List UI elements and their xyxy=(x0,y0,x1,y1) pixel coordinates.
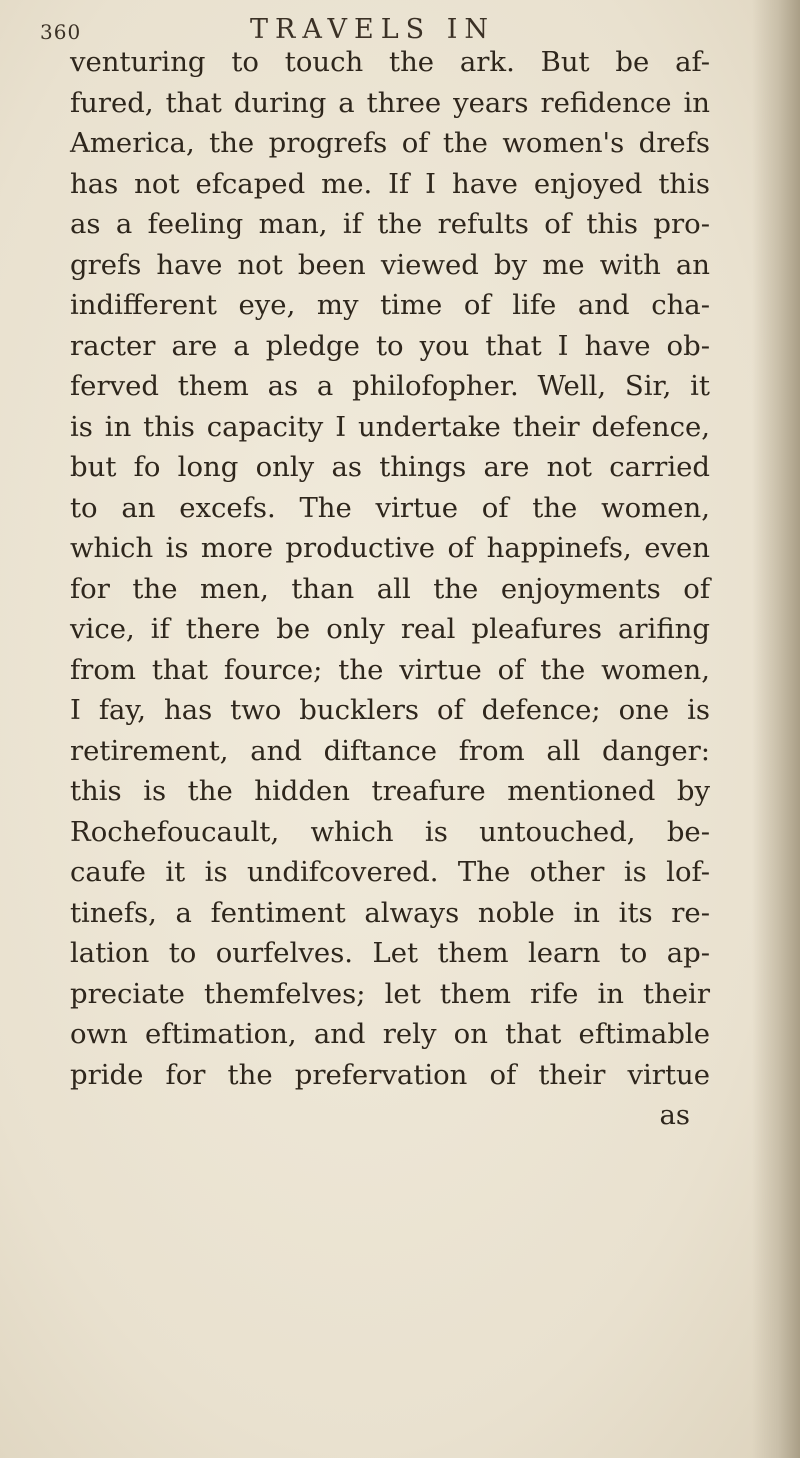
text-line: vice, if there be only real pleafures arifing xyxy=(70,613,710,645)
text-line: has not efcaped me. If I have enjoyed this xyxy=(70,167,710,200)
text-line: racter are a pledge to you that I have ob- xyxy=(70,329,710,362)
text-line: Rochefoucault, which is untouched, be- xyxy=(70,815,710,848)
text-line: fured, that during a three years refidence in xyxy=(70,86,710,119)
text-line: as a feeling man, if the refults of this pro- xyxy=(70,208,710,240)
text-line: pride for the prefervation of their virtue xyxy=(70,1058,710,1091)
text-line: retirement, and diftance from all danger: xyxy=(70,734,710,767)
body-text xyxy=(70,42,710,1136)
page-number: 360 xyxy=(40,20,82,44)
running-head: TRAVELS IN xyxy=(250,14,495,45)
text-line: lation to ourfelves. Let them learn to ap- xyxy=(70,937,710,969)
text-line: indifferent eye, my time of life and cha- xyxy=(70,289,710,321)
text-line: ferved them as a philofopher. Well, Sir, it xyxy=(70,370,710,402)
text-line: own eftimation, and rely on that eftimable xyxy=(70,1018,710,1050)
text-line: this is the hidden treafure mentioned by xyxy=(70,775,710,807)
text-line: grefs have not been viewed by me with an xyxy=(70,248,710,281)
text-line: venturing to touch the ark. But be af- xyxy=(70,46,710,78)
catchword: as xyxy=(659,1099,690,1131)
text-line: America, the progrefs of the women's drefs xyxy=(70,127,710,159)
text-line: caufe it is undifcovered. The other is lof- xyxy=(70,856,710,888)
text-line: is in this capacity I undertake their defence, xyxy=(70,410,710,443)
text-line: I fay, has two bucklers of defence; one is xyxy=(70,694,710,726)
text-line: which is more productive of happinefs, even xyxy=(70,532,710,564)
page-edge-shadow xyxy=(752,0,800,1458)
text-line: to an excefs. The virtue of the women, xyxy=(70,491,710,524)
text-line: tinefs, a fentiment always noble in its re- xyxy=(70,896,710,929)
text-line: from that fource; the virtue of the women, xyxy=(70,653,710,686)
text-line: for the men, than all the enjoyments of xyxy=(70,572,710,605)
text-line: preciate themfelves; let them rife in their xyxy=(70,977,710,1010)
text-line: but fo long only as things are not carried xyxy=(70,451,710,483)
